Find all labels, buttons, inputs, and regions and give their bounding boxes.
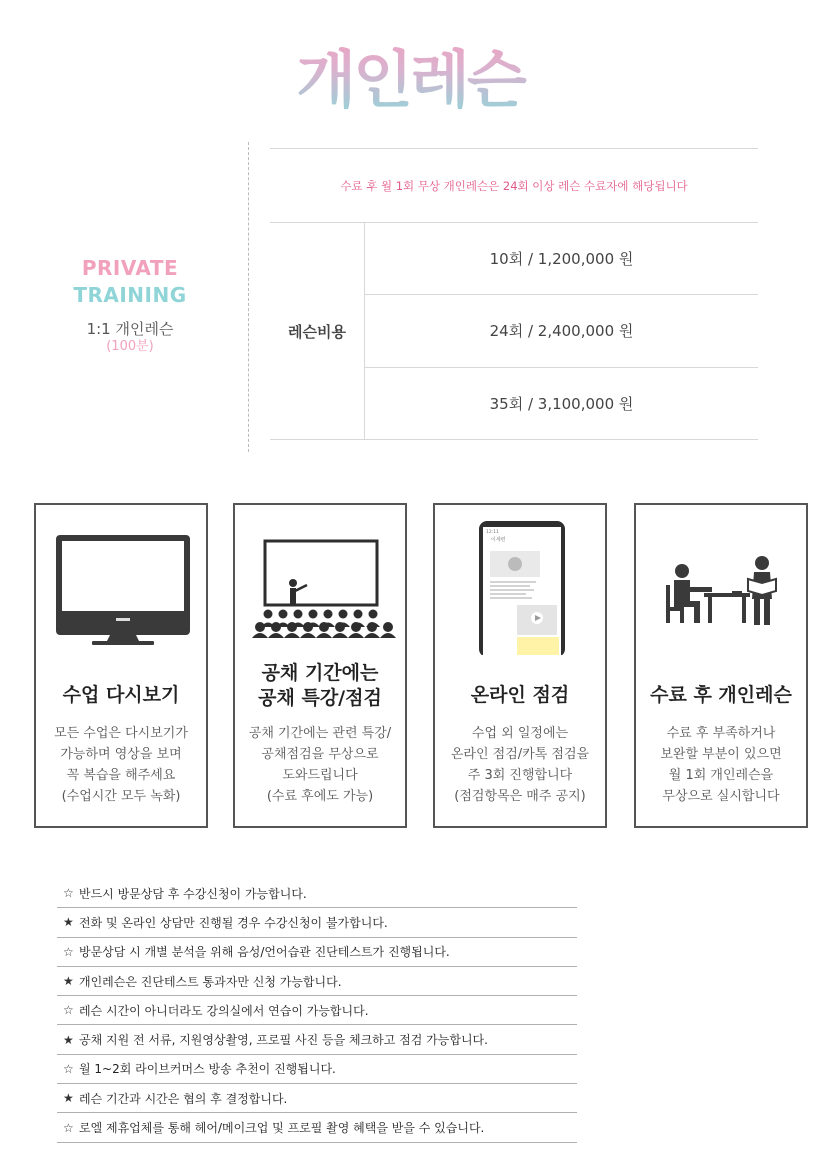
feature-card [233, 503, 407, 828]
feature-card [634, 503, 808, 828]
notice-text: 개인레슨은 진단테스트 통과자만 신청 가능합니다. [79, 974, 342, 989]
card-desc: 수업 외 일정에는 온라인 점검/카톡 점검을 주 3회 진행합니다 (점검항목은 매주 공지) [450, 726, 590, 804]
price-notice: 수료 후 월 1회 무상 개인레슨은 24회 이상 레슨 수료자에 해당됩니다 [340, 178, 688, 193]
price-row: 24회 / 2,400,000 원 [365, 295, 758, 367]
list-item [57, 996, 577, 1025]
page-title: 개인레슨 [0, 30, 820, 119]
smartphone-chat-icon [435, 505, 605, 655]
divider [248, 142, 249, 452]
list-item [57, 1113, 577, 1142]
list-item [57, 967, 577, 996]
card-title: 온라인 점검 [470, 684, 570, 706]
notice-list [57, 879, 577, 1143]
lesson-info [60, 255, 200, 355]
card-title: 공채 기간에는 공채 특강/점검 [258, 662, 382, 709]
card-desc: 공채 기간에는 관련 특강/ 공채점검을 무상으로 도와드립니다 (수료 후에도 가능) [248, 726, 392, 804]
price-body [270, 222, 758, 440]
star-icon: ☆ [63, 944, 74, 959]
star-icon: ☆ [63, 886, 74, 901]
star-icon: ★ [63, 915, 74, 930]
price-row: 10회 / 1,200,000 원 [365, 223, 758, 295]
list-item [57, 938, 577, 967]
price-row: 35회 / 3,100,000 원 [489, 394, 634, 413]
notice-text: 월 1~2회 라이브커머스 방송 추천이 진행됩니다. [79, 1062, 336, 1077]
training-label: TRAINING [73, 283, 187, 307]
star-icon: ☆ [63, 1003, 74, 1018]
price-table [270, 148, 758, 440]
price-label: 레슨비용 [270, 223, 365, 439]
private-label: PRIVATE [81, 256, 179, 280]
notice-text: 레슨 기간과 시간은 협의 후 결정합니다. [79, 1091, 288, 1106]
lecture-audience-icon [235, 505, 405, 655]
feature-cards [34, 503, 808, 828]
list-item [57, 1055, 577, 1084]
star-icon: ★ [63, 1091, 74, 1106]
list-item [57, 1025, 577, 1054]
star-icon: ★ [63, 974, 74, 989]
phone-time: 12:11 [486, 530, 499, 535]
feature-card [433, 503, 607, 828]
lesson-type: 1:1 개인레슨 [86, 320, 174, 338]
card-desc: 수료 후 부족하거나 보완할 부분이 있으면 월 1회 개인레슨을 무상으로 실시합니다 [660, 726, 782, 804]
phone-chat-name: 이세련 [491, 537, 506, 543]
star-icon: ☆ [63, 1061, 74, 1076]
price-list [365, 223, 758, 439]
star-icon: ☆ [63, 1120, 74, 1135]
lesson-duration: (100분) [106, 339, 154, 354]
notice-text: 공채 지원 전 서류, 지원영상촬영, 프로필 사진 등을 체크하고 점검 가능합니다. [79, 1033, 488, 1048]
monitor-icon [36, 505, 206, 655]
card-title: 수료 후 개인레슨 [650, 684, 792, 706]
notice-text: 방문상담 시 개별 분석을 위해 음성/언어습관 진단테스트가 진행됩니다. [79, 945, 450, 960]
list-item [57, 879, 577, 908]
notice-text: 레슨 시간이 아니더라도 강의실에서 연습이 가능합니다. [79, 1003, 369, 1018]
desk-people-icon [636, 505, 806, 655]
feature-card [34, 503, 208, 828]
notice-text: 로엘 제휴업체를 통해 헤어/메이크업 및 프로필 촬영 혜택을 받을 수 있습니다. [79, 1121, 485, 1136]
star-icon: ★ [63, 1032, 74, 1047]
list-item [57, 908, 577, 937]
price-notice-row [270, 148, 758, 222]
card-title: 수업 다시보기 [62, 684, 180, 706]
notice-text: 전화 및 온라인 상담만 진행될 경우 수강신청이 불가합니다. [79, 915, 388, 930]
notice-text: 반드시 방문상담 후 수강신청이 가능합니다. [79, 886, 307, 901]
list-item [57, 1084, 577, 1113]
card-desc: 모든 수업은 다시보기가 가능하며 영상을 보며 꼭 복습을 해주세요 (수업시간 모두 녹화) [54, 726, 188, 804]
